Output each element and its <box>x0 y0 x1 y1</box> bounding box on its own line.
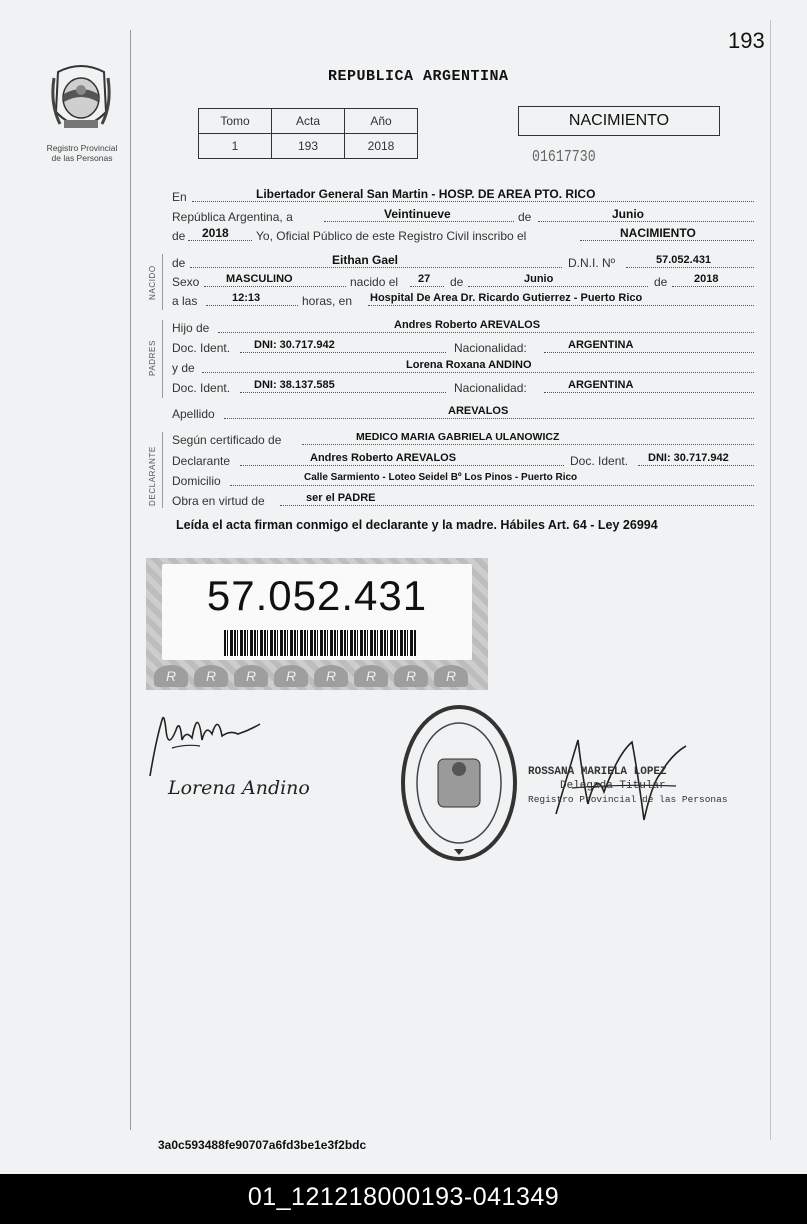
registry-label-line2: de las Personas <box>51 153 113 163</box>
birth-time-value: 12:13 <box>232 292 261 304</box>
capacity-row <box>172 494 754 510</box>
provincial-emblem-icon <box>50 64 112 140</box>
mother-signature <box>164 770 324 804</box>
dotted-line <box>538 221 754 222</box>
apellido-label: Apellido <box>172 407 215 421</box>
month-value: Junio <box>612 207 644 221</box>
sex-birth-row <box>172 275 754 291</box>
page-edge-line <box>770 20 771 1140</box>
birth-place-value: Hospital De Area Dr. Ricardo Gutierrez - Puerto Rico <box>370 292 643 304</box>
official-role: Delegada Titular <box>560 780 666 792</box>
horas-en-label: horas, en <box>302 294 353 308</box>
nacido-bracket <box>162 254 163 310</box>
dotted-line <box>202 372 754 373</box>
officer-text: Yo, Oficial Público de este Registro Civil inscribo el <box>256 229 527 243</box>
value-acta: 193 <box>272 134 345 159</box>
de-label: de <box>172 256 186 270</box>
father-nationality-value: ARGENTINA <box>568 339 634 351</box>
capacity-value: ser el PADRE <box>306 492 376 504</box>
sticker-security-strip <box>146 662 488 690</box>
header-tomo: Tomo <box>199 109 272 134</box>
sticker-r-mark: R <box>154 665 188 687</box>
dotted-line <box>240 392 446 393</box>
dotted-line <box>544 352 754 353</box>
footer-id-bar: 01_121218000193-041349 <box>0 1174 807 1224</box>
republica-label: República Argentina, a <box>172 210 293 224</box>
sexo-label: Sexo <box>172 275 200 289</box>
dotted-line <box>204 286 346 287</box>
child-name-value: Eithan Gael <box>332 253 399 267</box>
dotted-line <box>302 444 754 445</box>
de-label: de <box>518 210 532 224</box>
header-anio: Año <box>345 109 418 134</box>
certificado-label: Según certificado de <box>172 433 282 447</box>
sticker-r-mark: R <box>194 665 228 687</box>
declarant-row <box>172 454 754 470</box>
mother-nationality-value: ARGENTINA <box>568 379 634 391</box>
de2-label: de <box>172 229 186 243</box>
father-name-value: Andres Roberto AREVALOS <box>394 319 541 331</box>
en-label: En <box>172 190 187 204</box>
dotted-line <box>192 201 754 202</box>
dotted-line <box>468 286 648 287</box>
sticker-r-mark: R <box>234 665 268 687</box>
mother-signature-text: Lorena Andino <box>168 777 310 799</box>
birth-month-value: Junio <box>524 273 554 285</box>
dotted-line <box>240 465 564 466</box>
document-hash: 3a0c593488fe90707a6fd3be1e3f2bdc <box>158 1138 367 1152</box>
declarante-label: Declarante <box>172 454 231 468</box>
nacionalidad-label: Nacionalidad: <box>454 341 527 355</box>
registry-label-line1: Registro Provincial <box>46 143 118 153</box>
dotted-line <box>544 392 754 393</box>
dni-label: D.N.I. Nº <box>568 256 616 270</box>
margin-line <box>130 30 131 1130</box>
father-row <box>172 321 754 337</box>
a-las-label: a las <box>172 294 198 308</box>
dotted-line <box>218 332 754 333</box>
address-value: Calle Sarmiento - Loteo Seidel Bº Los Pinos - Puerto Rico <box>304 472 578 483</box>
dotted-line <box>190 267 562 268</box>
surname-row <box>172 407 754 423</box>
dotted-line <box>580 240 754 241</box>
inscribed-type-value: NACIMIENTO <box>620 226 696 240</box>
record-table-values <box>199 134 418 159</box>
mother-row <box>172 361 754 377</box>
address-row <box>172 474 754 490</box>
mother-doc-row <box>172 381 754 397</box>
dotted-line <box>280 505 754 506</box>
domicilio-label: Domicilio <box>172 474 221 488</box>
surname-value: AREVALOS <box>448 405 509 417</box>
page-number: 193 <box>728 28 765 53</box>
dotted-line <box>672 286 754 287</box>
dotted-line <box>324 221 514 222</box>
dotted-line <box>206 305 298 306</box>
mother-doc-value: DNI: 38.137.585 <box>254 379 335 391</box>
header-acta: Acta <box>272 109 345 134</box>
obra-label: Obra en virtud de <box>172 494 265 508</box>
dni-sticker-panel <box>162 564 472 660</box>
sex-value: MASCULINO <box>226 273 293 285</box>
record-table <box>198 108 418 159</box>
dotted-line <box>410 286 444 287</box>
day-words-value: Veintinueve <box>384 207 451 221</box>
place-row <box>172 187 754 206</box>
birth-day-value: 27 <box>418 273 431 285</box>
record-table-header <box>199 109 418 134</box>
sticker-r-mark: R <box>434 665 468 687</box>
sticker-r-mark: R <box>314 665 348 687</box>
document-title: REPUBLICA ARGENTINA <box>328 68 509 85</box>
time-place-row <box>172 294 754 310</box>
certificate-row <box>172 433 754 449</box>
declarant-name-value: Andres Roberto AREVALOS <box>310 452 457 464</box>
nacido-el-label: nacido el <box>350 275 399 289</box>
serial-number: 01617730 <box>532 148 596 167</box>
dni-sticker-number: 57.052.431 <box>206 572 428 619</box>
dotted-line <box>224 418 754 419</box>
sticker-r-mark: R <box>354 665 388 687</box>
birth-year-value: 2018 <box>694 273 719 285</box>
doc-ident-label: Doc. Ident. <box>172 381 231 395</box>
padres-side-label: PADRES <box>148 340 157 376</box>
dotted-line <box>368 305 754 306</box>
de-label: de <box>654 275 668 289</box>
father-doc-value: DNI: 30.717.942 <box>254 339 335 351</box>
declarant-doc-value: DNI: 30.717.942 <box>648 452 729 464</box>
father-doc-row <box>172 341 754 357</box>
declarante-side-label: DECLARANTE <box>148 446 157 506</box>
dotted-line <box>188 240 252 241</box>
padres-bracket <box>162 320 163 398</box>
dotted-line <box>626 267 754 268</box>
name-row <box>172 253 754 272</box>
dotted-line <box>638 465 754 466</box>
child-dni-value: 57.052.431 <box>656 254 712 266</box>
date-row <box>172 207 754 226</box>
dotted-line <box>240 352 446 353</box>
nacionalidad-label: Nacionalidad: <box>454 381 527 395</box>
nacido-side-label: NACIDO <box>148 265 157 300</box>
dni-sticker <box>146 558 488 690</box>
certificate-value: MEDICO MARIA GABRIELA ULANOWICZ <box>356 431 560 443</box>
sticker-r-mark: R <box>394 665 428 687</box>
official-block <box>528 765 728 807</box>
hijo-de-label: Hijo de <box>172 321 210 335</box>
registry-seal-icon <box>398 703 520 863</box>
declarante-bracket <box>162 432 163 508</box>
official-name: ROSSANA MARIELA LOPEZ <box>528 766 667 778</box>
value-anio: 2018 <box>345 134 418 159</box>
registry-label <box>36 143 128 163</box>
year-value: 2018 <box>202 226 229 240</box>
y-de-label: y de <box>172 361 195 375</box>
barcode-icon <box>224 630 416 656</box>
sticker-r-mark: R <box>274 665 308 687</box>
place-value: Libertador General San Martin - HOSP. DE AREA PTO. RICO <box>256 187 596 201</box>
doc-ident-label: Doc. Ident. <box>570 454 629 468</box>
mother-name-value: Lorena Roxana ANDINO <box>406 359 532 371</box>
officer-row <box>172 226 754 245</box>
record-type-box: NACIMIENTO <box>518 106 720 136</box>
official-office: Registro Provincial de las Personas <box>528 794 728 805</box>
reading-note: Leída el acta firman conmigo el declarante y la madre. Hábiles Art. 64 - Ley 26994 <box>176 518 658 532</box>
doc-ident-label: Doc. Ident. <box>172 341 231 355</box>
value-tomo: 1 <box>199 134 272 159</box>
de-label: de <box>450 275 464 289</box>
dotted-line <box>230 485 754 486</box>
